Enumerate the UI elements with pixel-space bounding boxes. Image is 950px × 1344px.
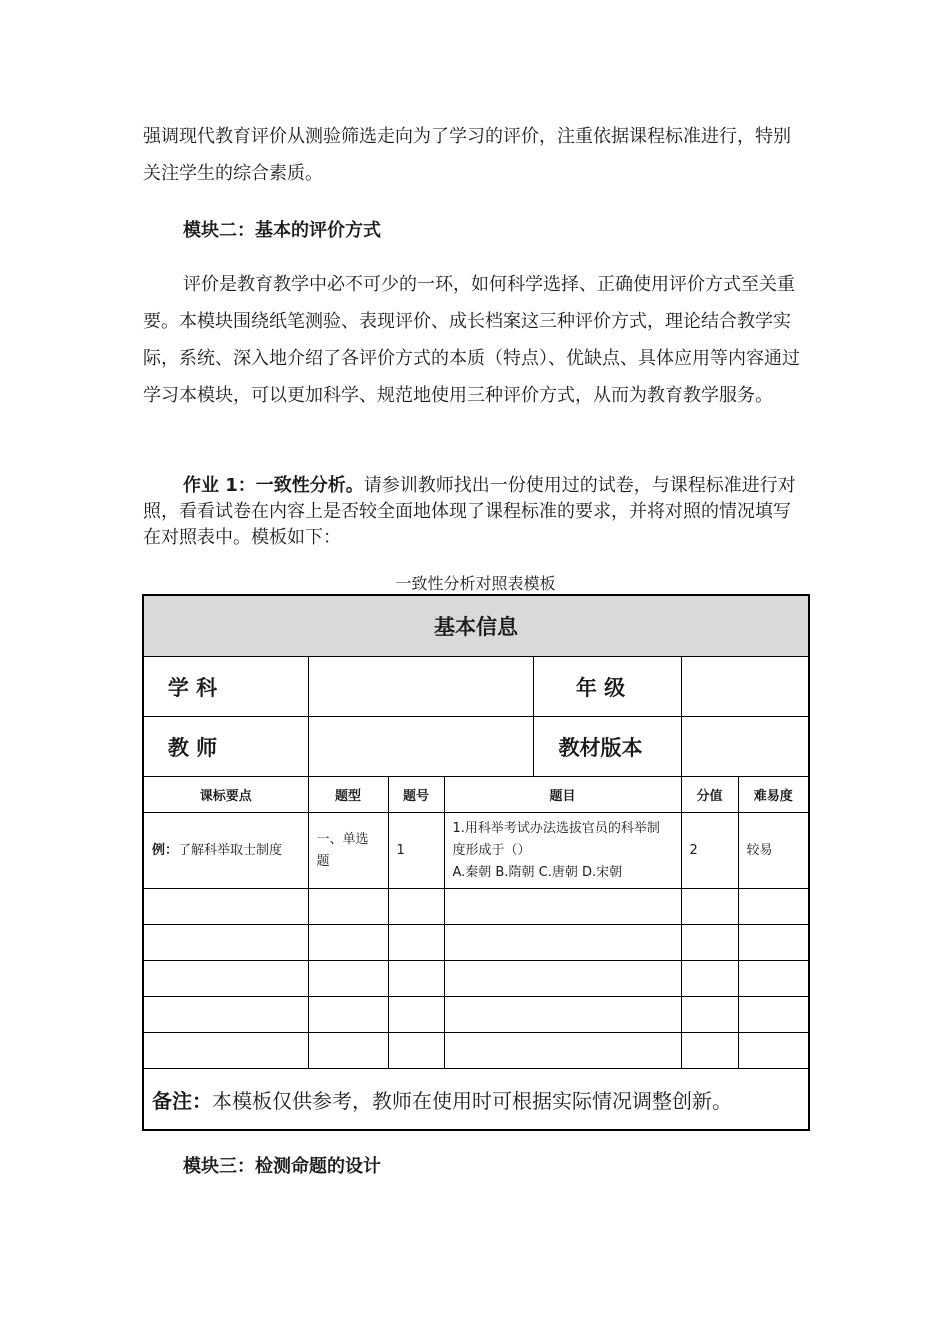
table-cell[interactable]: [681, 961, 738, 997]
example-question: [444, 813, 681, 889]
table-cell[interactable]: [444, 1033, 681, 1069]
consistency-table: [142, 594, 810, 1131]
table-note: [143, 1069, 809, 1131]
grade-field[interactable]: [681, 657, 809, 717]
table-cell[interactable]: [143, 889, 308, 925]
table-cell[interactable]: [681, 997, 738, 1033]
teacher-label-text: 教 师: [167, 735, 218, 760]
table-cell[interactable]: [388, 889, 444, 925]
table-cell[interactable]: [738, 889, 809, 925]
table-cell[interactable]: [388, 1033, 444, 1069]
grade-label: 年 级: [575, 675, 626, 700]
col-header-score: 分值: [681, 777, 738, 813]
table-cell[interactable]: [444, 889, 681, 925]
subject-label-text: 学 科: [167, 675, 218, 700]
assignment1-text: 请参训教师找出一份使用过的试卷，与课程标准进行对照，看看试卷在内容上是否较全面地体现了课程标准的要求，并将对照的情况填写在对照表中。模板如下：: [143, 475, 796, 548]
table-row: [143, 997, 809, 1033]
table-caption: 一致性分析对照表模板: [395, 574, 556, 593]
subject-label: [143, 657, 308, 717]
table-cell[interactable]: [143, 997, 308, 1033]
example-point-text: 了解科举取士制度: [178, 842, 283, 858]
table-row: [143, 889, 809, 925]
intro-paragraph: 强调现代教育评价从测验筛选走向为了学习的评价，注重依据课程标准进行，特别关注学生的综合素质。: [143, 126, 791, 184]
module3-heading: 模块三：检测命题的设计: [183, 1156, 381, 1177]
table-cell[interactable]: [738, 997, 809, 1033]
textbook-field[interactable]: [681, 717, 809, 777]
note-label: 备注：: [152, 1088, 212, 1113]
teacher-field[interactable]: [308, 717, 534, 776]
subject-grade-row: [308, 657, 681, 717]
table-cell[interactable]: [444, 997, 681, 1033]
table-cell[interactable]: [444, 925, 681, 961]
example-number: 1: [388, 813, 444, 889]
table-cell[interactable]: [308, 997, 388, 1033]
table-cell[interactable]: [143, 1033, 308, 1069]
table-cell[interactable]: [681, 1033, 738, 1069]
module2-paragraph: 评价是教育教学中必不可少的一环，如何科学选择、正确使用评价方式至关重要。本模块围绕纸笔测验、表现评价、成长档案这三种评价方式，理论结合教学实际，系统、深入地介绍了各评价方式的本质（特点）、优缺点、具体应用等内容通过学习本模块，可以更加科学、规范地使用三种评价方式，从而为教育教学服务。: [143, 274, 800, 406]
module2-heading: 模块二：基本的评价方式: [183, 220, 381, 241]
assignment1-paragraph: [143, 473, 808, 551]
textbook-label: 教材版本: [558, 735, 643, 760]
note-text: 本模板仅供参考，教师在使用时可根据实际情况调整创新。: [212, 1088, 732, 1113]
table-cell[interactable]: [681, 889, 738, 925]
table-cell[interactable]: [308, 961, 388, 997]
subject-field[interactable]: [308, 657, 534, 716]
table-cell[interactable]: [738, 961, 809, 997]
example-question-line1: 1.用科举考试办法选拔官员的科举制度形成于（）: [452, 820, 660, 858]
example-question-line2: A.秦朝 B.隋朝 C.唐朝 D.宋朝: [452, 864, 623, 880]
col-header-number: 题号: [388, 777, 444, 813]
assignment1-label: 作业 1：一致性分析。: [183, 475, 364, 496]
example-row: [143, 813, 809, 889]
table-cell[interactable]: [143, 961, 308, 997]
table-cell[interactable]: [308, 1033, 388, 1069]
table-cell[interactable]: [388, 961, 444, 997]
table-cell[interactable]: [143, 925, 308, 961]
table-cell[interactable]: [444, 961, 681, 997]
basic-info-title: 基本信息: [143, 595, 809, 657]
example-score: 2: [681, 813, 738, 889]
example-type: 一、单选题: [308, 813, 388, 889]
teacher-textbook-row: [308, 717, 681, 777]
table-cell[interactable]: [388, 997, 444, 1033]
col-header-difficulty: 难易度: [738, 777, 809, 813]
table-cell[interactable]: [388, 925, 444, 961]
col-header-question: 题目: [444, 777, 681, 813]
example-point: [143, 813, 308, 889]
example-difficulty: 较易: [738, 813, 809, 889]
col-header-point: 课标要点: [143, 777, 308, 813]
table-cell[interactable]: [308, 925, 388, 961]
table-row: [143, 961, 809, 997]
table-row: [143, 1033, 809, 1069]
table-cell[interactable]: [738, 1033, 809, 1069]
table-cell[interactable]: [308, 889, 388, 925]
example-prefix: 例：: [152, 842, 179, 858]
col-header-type: 题型: [308, 777, 388, 813]
table-cell[interactable]: [681, 925, 738, 961]
teacher-label: [143, 717, 308, 777]
table-cell[interactable]: [738, 925, 809, 961]
table-row: [143, 925, 809, 961]
